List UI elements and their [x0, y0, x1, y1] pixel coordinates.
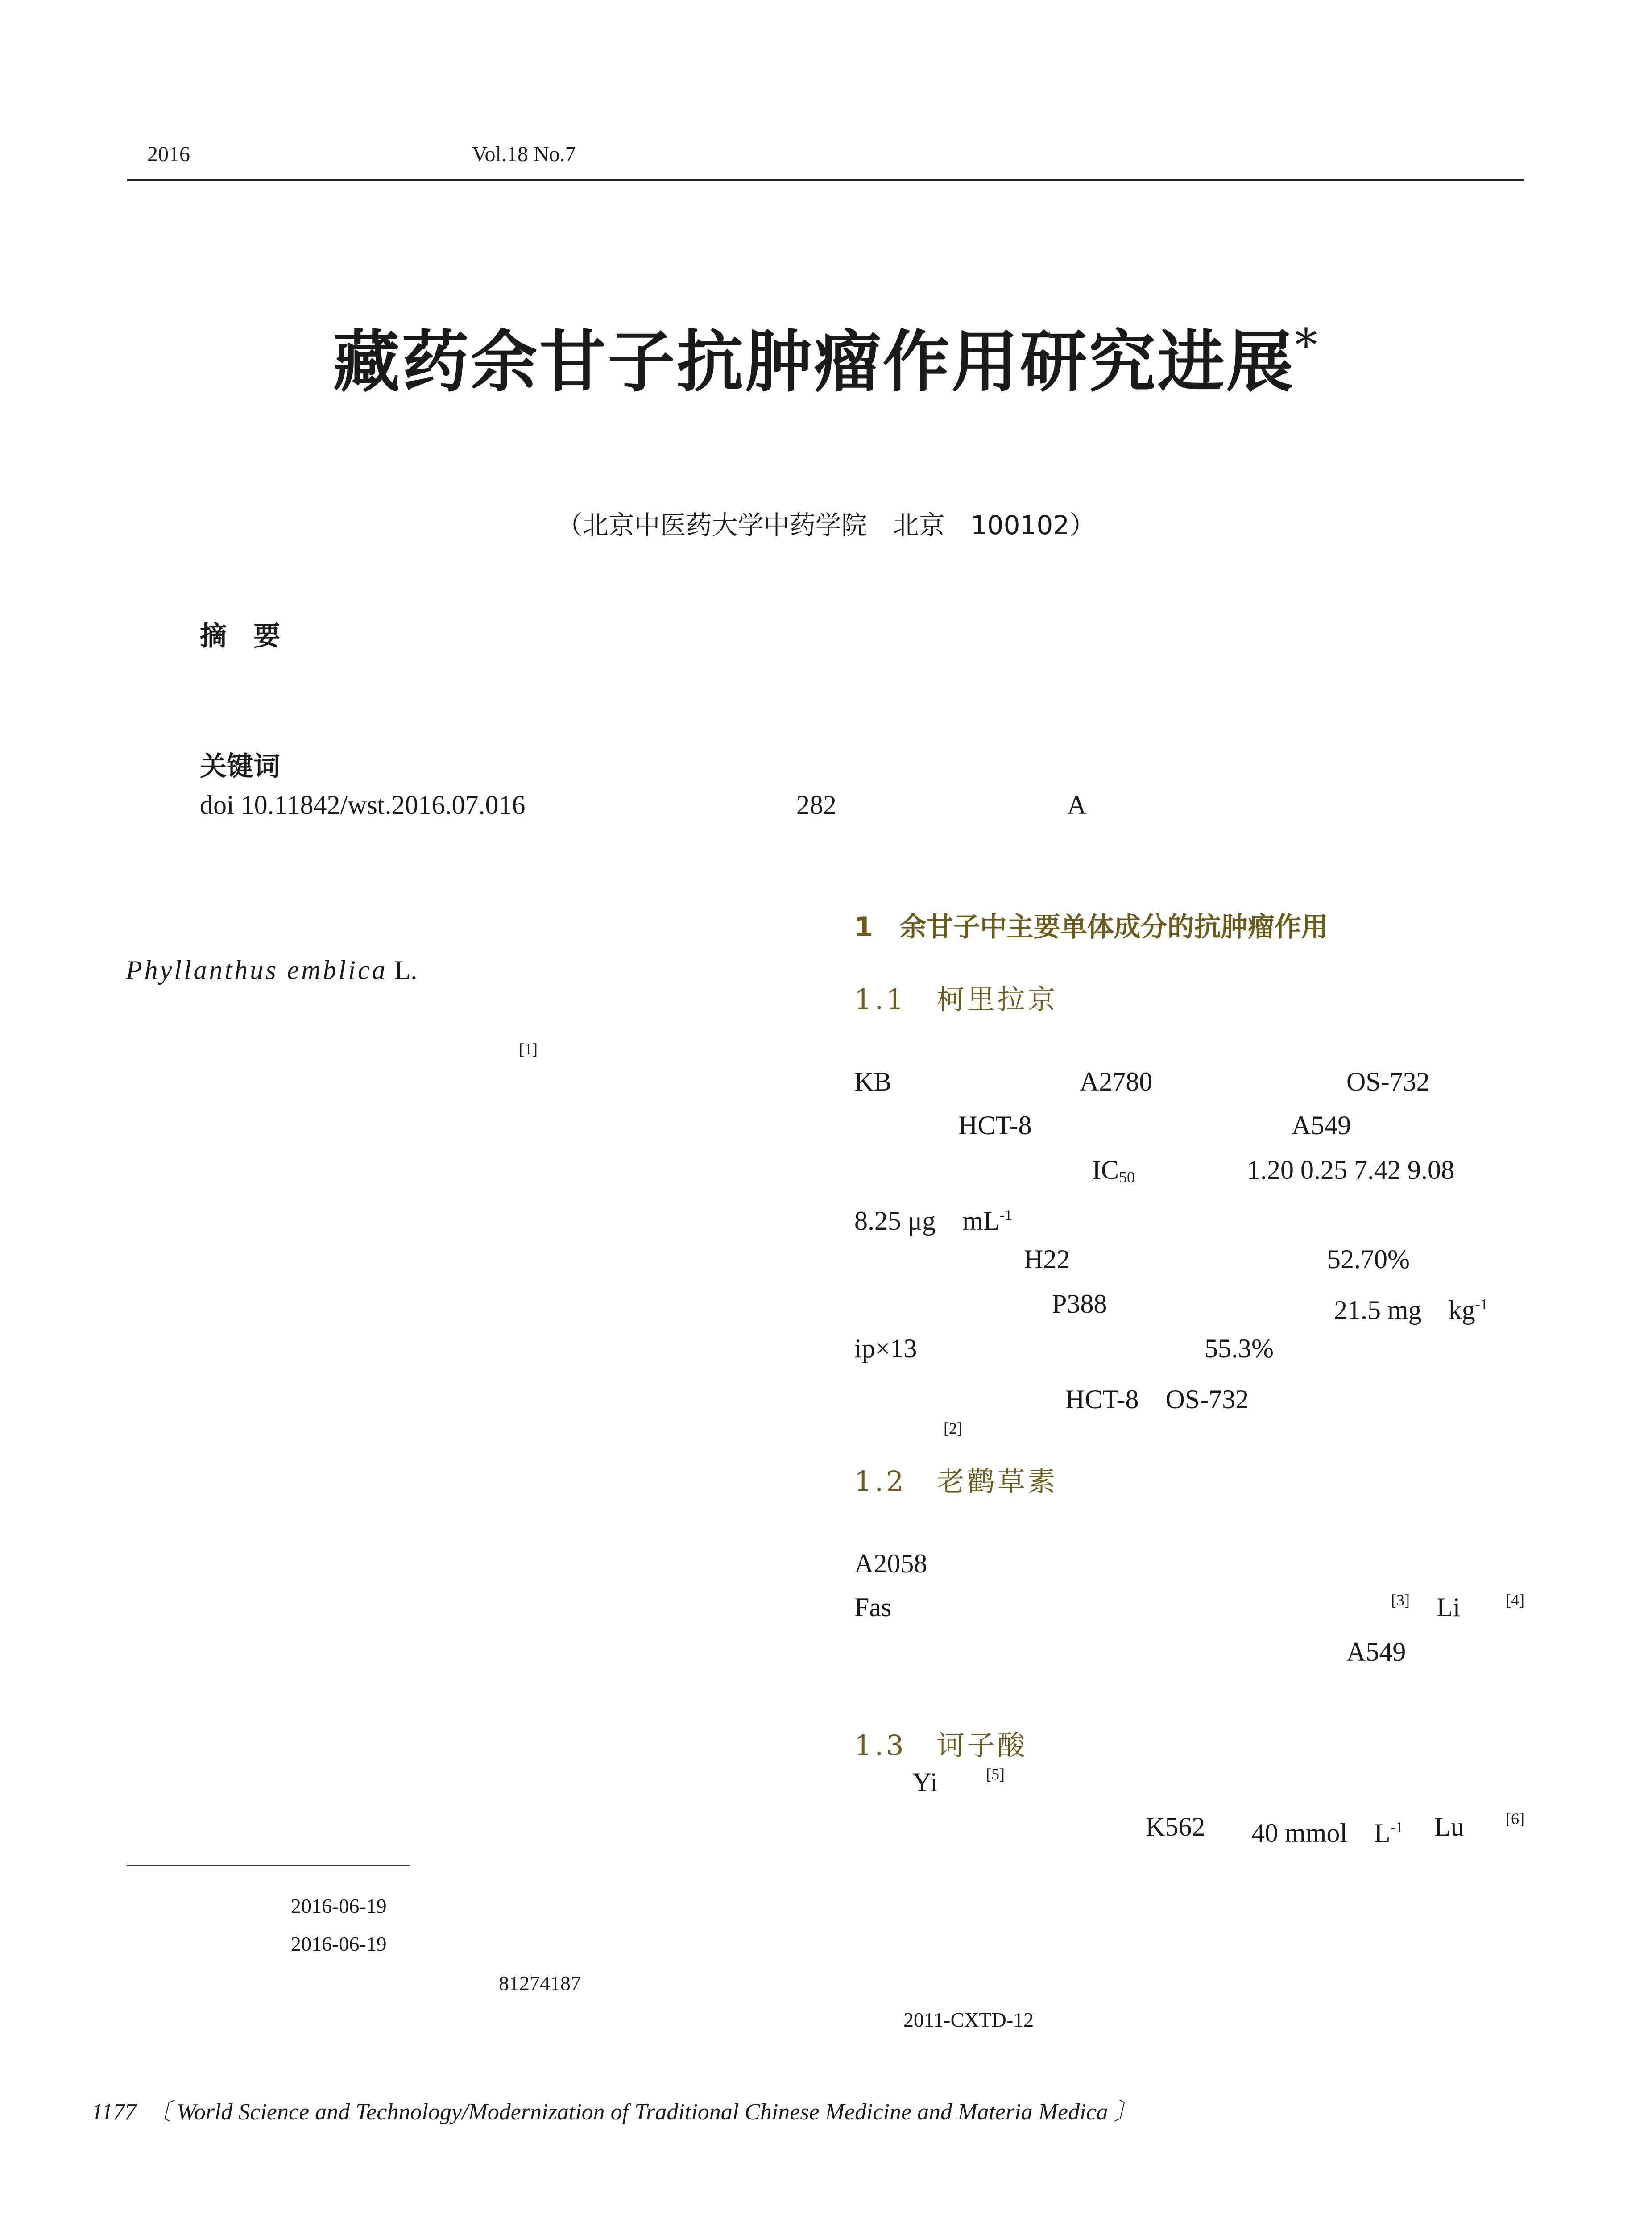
- document-code: A: [1067, 790, 1087, 820]
- ic50-unit: 8.25 μg $mL^{-1}$: [854, 1206, 1012, 1236]
- concentration: 40 mmol $L^{-1}$: [1251, 1818, 1403, 1848]
- page-number: 1177: [91, 2099, 137, 2125]
- cell-line-a549: A549: [1292, 1111, 1351, 1140]
- latin-name-line: [126, 955, 417, 986]
- author-yi: Yi: [912, 1767, 938, 1797]
- received-date: 2016-06-19: [291, 1895, 387, 1917]
- subsection-1-2-heading: 1.2 老鹳草素: [854, 1465, 1058, 1497]
- classification-number: 282: [796, 790, 836, 820]
- footnote-rule: [127, 1865, 410, 1866]
- author-li: Li: [1437, 1592, 1461, 1622]
- cell-line-a2780: A2780: [1080, 1067, 1153, 1096]
- page-footer: [91, 2093, 1137, 2126]
- revised-date: 2016-06-19: [291, 1932, 387, 1955]
- doi-text: doi 10.11842/wst.2016.07.016: [200, 790, 526, 820]
- cell-line-os732: OS-732: [1346, 1067, 1430, 1096]
- title-text: 藏药余甘子抗肿瘤作用研究进展: [333, 323, 1295, 401]
- grant-number-2: 2011-CXTD-12: [903, 2008, 1034, 2031]
- abstract-label: 摘 要: [200, 621, 280, 652]
- header-year: 2016: [147, 142, 190, 166]
- ref-6: [6]: [1506, 1810, 1524, 1828]
- ref-2: [2]: [944, 1419, 962, 1437]
- subsection-1-1-heading: 1.1 柯里拉京: [854, 983, 1058, 1016]
- journal-name: 〔 World Science and Technology/Modernization of Traditional Chinese Medicine and Materia Medica 〕: [159, 2099, 1137, 2125]
- ref-5: [5]: [986, 1765, 1005, 1783]
- cell-line-kb: KB: [854, 1067, 892, 1096]
- subsection-1-3-heading: 1.3 诃子酸: [854, 1729, 1028, 1762]
- inhibition-rate-h22: 52.70%: [1327, 1244, 1410, 1274]
- life-extension-rate: 55.3%: [1205, 1334, 1274, 1363]
- cell-line-k562: K562: [1146, 1812, 1205, 1841]
- section-1-heading: 1 余甘子中主要单体成分的抗肿瘤作用: [854, 912, 1328, 943]
- cell-line-a2058: A2058: [854, 1549, 927, 1578]
- affiliation: （北京中医药大学中药学院 北京 100102）: [556, 510, 1096, 540]
- ref-4: [4]: [1506, 1591, 1524, 1609]
- tumor-h22: H22: [1024, 1244, 1070, 1274]
- latin-species-name: Phyllanthus emblica: [126, 955, 388, 985]
- dose-p388: 21.5 mg $kg^{-1}$: [1334, 1295, 1488, 1325]
- article-title: [0, 308, 1652, 404]
- cell-lines-hct8-os732: HCT-8 OS-732: [1065, 1385, 1249, 1414]
- tumor-p388: P388: [1052, 1289, 1107, 1319]
- dosing-schedule: ip×13: [854, 1334, 917, 1363]
- cell-line-hct8: HCT-8: [958, 1111, 1032, 1140]
- cell-line-a549-2: A549: [1346, 1637, 1406, 1667]
- grant-number-1: 81274187: [499, 1972, 581, 1995]
- fas-label: Fas: [854, 1592, 892, 1622]
- ic50-values: 1.20 0.25 7.42 9.08: [1247, 1155, 1454, 1185]
- ref-3: [3]: [1391, 1591, 1410, 1609]
- header-volume: Vol.18 No.7: [472, 142, 576, 166]
- keywords-label: 关键词: [200, 751, 280, 782]
- latin-author: L.: [394, 955, 418, 985]
- author-lu: Lu: [1434, 1812, 1464, 1841]
- ref-1: [1]: [519, 1040, 538, 1058]
- title-footnote-mark: *: [1295, 319, 1319, 371]
- header-rule: [127, 179, 1524, 181]
- ic50-label: $IC_{50}$: [1092, 1155, 1135, 1186]
